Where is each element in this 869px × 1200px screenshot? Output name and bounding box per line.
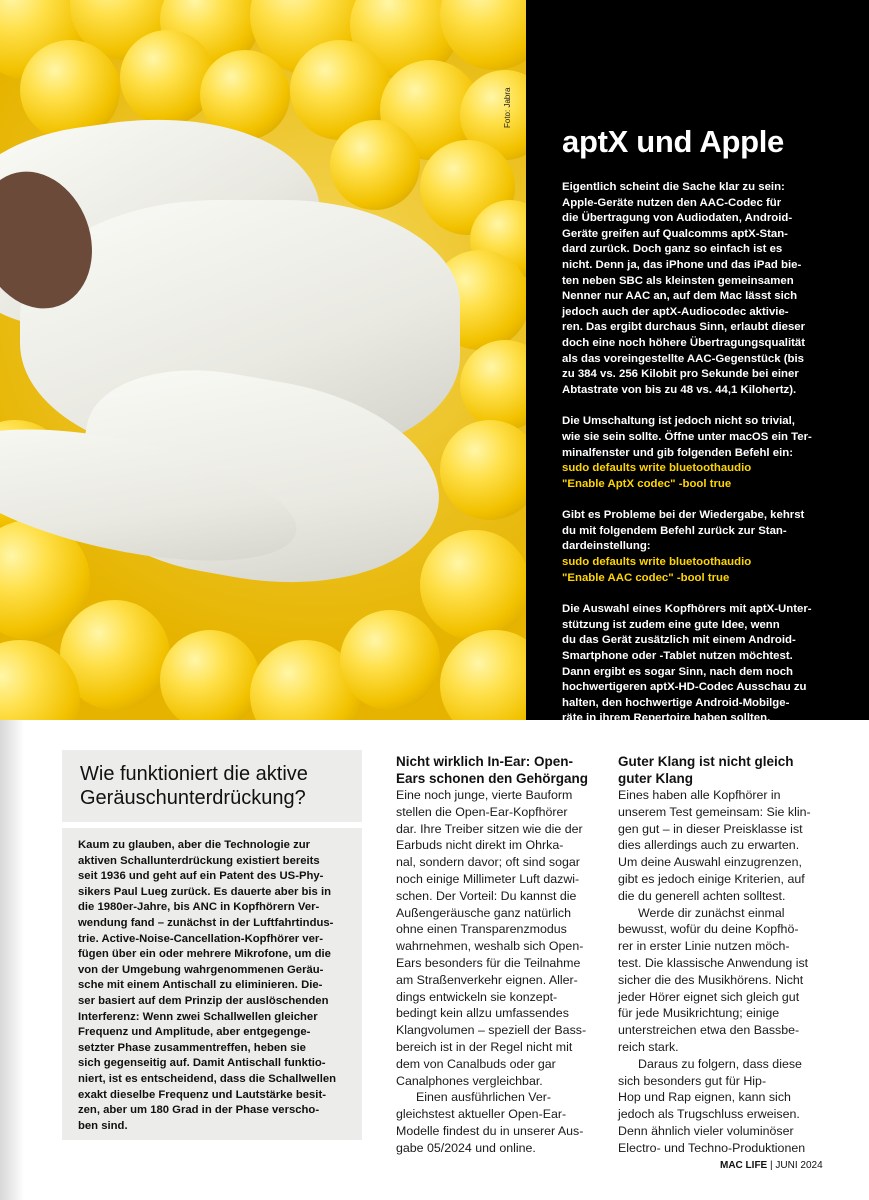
text-line: doch eine noch höhere Übertragungsqualität — [562, 336, 806, 349]
text-line: du mit folgendem Befehl zurück zur Stan- — [562, 524, 787, 537]
sidebar-paragraph — [562, 180, 824, 398]
text-line: Abtastrate von bis zu 48 vs. 44,1 Kilohertz). — [562, 383, 797, 396]
text-line: Klangvolumen – speziell der Bass- — [396, 1023, 587, 1038]
terminal-command-line: "Enable AAC codec" -bool true — [562, 571, 730, 584]
text-line: gibt es jedoch einige Kriterien, auf — [618, 871, 805, 886]
text-line: Um deine Auswahl einzugrenzen, — [618, 855, 802, 870]
text-line: Denn ähnlich vieler voluminöser — [618, 1123, 794, 1138]
text-line: ren. Das ergibt durchaus Sinn, erlaubt dieser — [562, 321, 806, 334]
text-line: unterstreichen etwa den Bassbe- — [618, 1023, 800, 1038]
text-line: am Straßenverkehr eignen. Aller- — [396, 972, 578, 987]
text-line: von der Umgebung wahrgenommenen Geräu- — [78, 963, 324, 976]
text-line: die 1980er-Jahre, bis ANC in Kopfhörern Ver- — [78, 901, 320, 914]
column-heading: Nicht wirklich In-Ear: Open- Ears schonen den Gehörgang — [396, 754, 589, 786]
text-line: halten, den hochwertige Android-Mobilge- — [562, 696, 790, 709]
text-line: gabe 05/2024 und online. — [396, 1140, 536, 1155]
text-line: Geräte greifen auf Qualcomms aptX-Stan- — [562, 227, 788, 240]
text-line: Gibt es Probleme bei der Wiedergabe, kehrst — [562, 509, 805, 522]
text-line: als das voreingestellte AAC-Gegenstück (bis — [562, 352, 805, 365]
text-line: dies allerdings auch zu erwarten. — [618, 838, 800, 853]
text-line: dar. Ihre Treiber sitzen wie die der — [396, 821, 583, 836]
text-line: ohne einen Transparenzmodus — [396, 922, 567, 937]
text-line: minalfenster und gib folgenden Befehl ein: — [562, 446, 793, 459]
text-line: für jede Musikrichtung; einige — [618, 1006, 780, 1021]
text-line: reich stark. — [618, 1039, 679, 1054]
hero-photo — [0, 0, 526, 720]
text-line: Apple-Geräte nutzen den AAC-Codec für — [562, 196, 782, 209]
text-line: Modelle findest du in unserer Aus- — [396, 1123, 584, 1138]
text-line: dardeinstellung: — [562, 540, 651, 553]
text-line: sikers Paul Lueg zurück. Es dauerte aber bis in — [78, 885, 332, 898]
text-line: hochwertigeren aptX-HD-Codec Ausschau zu — [562, 681, 807, 694]
text-line: nal, sondern davor; oft sind sogar — [396, 855, 580, 870]
text-line: Interferenz: Wenn zwei Schallwellen gleicher — [78, 1010, 318, 1023]
text-line: Earbuds nicht direkt im Ohrka- — [396, 838, 564, 853]
text-line: Canalphones vergleichbar. — [396, 1073, 543, 1088]
text-line: aktiven Schallunterdrückung existiert bereits — [78, 854, 320, 867]
sidebar-paragraph — [562, 508, 824, 586]
infobox-title: Wie funktioniert die aktive Geräuschunterdrückung? — [80, 763, 308, 809]
text-line: Eine noch junge, vierte Bauform — [396, 788, 573, 802]
sidebar-paragraph — [562, 602, 824, 727]
magazine-name: MAC LIFE — [720, 1160, 768, 1171]
text-line: Eigentlich scheint die Sache klar zu sein: — [562, 181, 785, 193]
infobox-header — [62, 750, 362, 822]
column-heading: Guter Klang ist nicht gleich guter Klang — [618, 754, 794, 786]
text-line: dard zurück. Doch ganz so einfach ist es — [562, 243, 783, 256]
terminal-command-line: "Enable AptX codec" -bool true — [562, 477, 732, 490]
text-line: die Übertragung von Audiodaten, Android- — [562, 212, 793, 225]
article-column-sound — [618, 754, 818, 1157]
text-line: rer in erster Linie nutzen möch- — [618, 939, 790, 954]
text-line: exakt dieselbe Frequenz und Lautstärke besit- — [78, 1088, 326, 1101]
text-line: seit 1936 und geht auf ein Patent des US-Phy- — [78, 870, 324, 883]
text-line: dings entwickeln sie konzept- — [396, 989, 558, 1004]
text-line: stützung ist zudem eine gute Idee, wenn — [562, 618, 780, 631]
terminal-command-line: sudo defaults write bluetoothaudio — [562, 556, 752, 569]
text-line: räte in ihrem Repertoire haben sollten. — [562, 712, 771, 725]
text-line: bereich ist in der Regel nicht mit — [396, 1039, 573, 1054]
text-line: ben sind. — [78, 1119, 128, 1132]
text-line: unserem Test gemeinsam: Sie klin- — [618, 804, 811, 819]
text-line: schen. Der Vorteil: Du kannst die — [396, 888, 577, 903]
text-line: jeder Hörer eignet sich gleich gut — [618, 989, 800, 1004]
text-line: Smartphone oder -Tablet nutzen möchtest. — [562, 650, 793, 663]
terminal-command-line: sudo defaults write bluetoothaudio — [562, 462, 752, 475]
sidebar-title: aptX und Apple — [562, 124, 784, 159]
text-line: noch einige Millimeter Luft dazwi- — [396, 871, 580, 886]
text-line: Kaum zu glauben, aber die Technologie zur — [78, 839, 311, 851]
article-column-open-ear — [396, 754, 596, 1157]
column-body — [618, 787, 818, 1157]
text-line: setzter Phase zusammentreffen, heben sie — [78, 1041, 306, 1054]
text-line: sich gegenseitig auf. Damit Antischall funktio- — [78, 1057, 326, 1070]
text-line: dem von Canalbuds oder gar — [396, 1056, 556, 1071]
aptx-sidebar — [526, 0, 869, 725]
text-line: gleichstest aktueller Open-Ear- — [396, 1107, 567, 1122]
text-line: Ears besonders für die Teilnahme — [396, 955, 581, 970]
text-line: Hop und Rap eignen, kann sich — [618, 1090, 791, 1105]
text-line: zu 384 vs. 256 Kilobit pro Sekunde bei einer — [562, 368, 799, 381]
text-line: Frequenz und Amplitude, aber entgegenge- — [78, 1026, 311, 1039]
text-line: Daraus zu folgern, dass diese — [638, 1056, 802, 1071]
text-line: nicht. Denn ja, das iPhone und das iPad bie- — [562, 258, 802, 271]
text-line: jedoch auch der aptX-Audiocodec aktivie- — [562, 305, 789, 318]
text-line: sche mit einem Antischall zu eliminieren. Die- — [78, 979, 323, 992]
text-line: ser basiert auf dem Prinzip der auslöschenden — [78, 994, 329, 1007]
issue-date: JUNI 2024 — [775, 1160, 823, 1171]
footer-separator: | — [770, 1160, 773, 1171]
text-line: Die Auswahl eines Kopfhörers mit aptX-Unter- — [562, 603, 812, 616]
text-line: bedingt kein allzu umfassendes — [396, 1006, 569, 1021]
text-line: Einen ausführlichen Ver- — [416, 1090, 552, 1105]
text-line: bewusst, wofür du deine Kopfhö- — [618, 922, 799, 937]
sidebar-body — [562, 180, 869, 727]
text-line: wahrnehmen, weshalb sich Open- — [396, 939, 584, 954]
text-line: Dann ergibt es sogar Sinn, nach dem noch — [562, 665, 794, 678]
text-line: Electro- und Techno-Produktionen — [618, 1140, 806, 1155]
text-line: ten neben SBC als kleinsten gemeinsamen — [562, 274, 794, 287]
text-line: Die Umschaltung ist jedoch nicht so trivial, — [562, 415, 795, 428]
text-line: test. Die klassische Anwendung ist — [618, 955, 809, 970]
text-line: die du generell achten solltest. — [618, 888, 786, 903]
infobox-body — [62, 828, 362, 1140]
text-line: trie. Active-Noise-Cancellation-Kopfhörer ver- — [78, 932, 324, 945]
photo-credit: Foto: Jabra — [503, 87, 512, 128]
text-line: du das Gerät zusätzlich mit einem Android- — [562, 634, 796, 647]
text-line: zen, aber um 180 Grad in der Phase verscho- — [78, 1104, 320, 1117]
text-line: jedoch als Trugschluss erweisen. — [618, 1107, 800, 1122]
sidebar-paragraph — [562, 414, 824, 492]
text-line: sich besonders gut für Hip- — [618, 1073, 767, 1088]
text-line: wendung fand – zunächst in der Luftfahrtindus- — [78, 916, 334, 929]
text-line: stellen die Open-Ear-Kopfhörer — [396, 804, 568, 819]
text-line: sicher die des Musikhörens. Nicht — [618, 972, 804, 987]
text-line: Nenner nur AAC an, auf dem Mac lässt sich — [562, 290, 798, 303]
text-line: wie sie sein sollte. Öffne unter macOS ein Ter- — [562, 430, 812, 443]
text-line: fügen über ein oder mehrere Mikrofone, um die — [78, 948, 331, 961]
text-line: gen gut – in dieser Preisklasse ist — [618, 821, 803, 836]
text-line: Außengeräusche ganz natürlich — [396, 905, 571, 920]
page-footer — [720, 1160, 823, 1171]
text-line: Werde dir zunächst einmal — [638, 905, 785, 920]
column-body — [396, 787, 596, 1157]
text-line: niert, ist es entscheidend, dass die Schallwellen — [78, 1072, 337, 1085]
text-line: Eines haben alle Kopfhörer in — [618, 788, 781, 802]
